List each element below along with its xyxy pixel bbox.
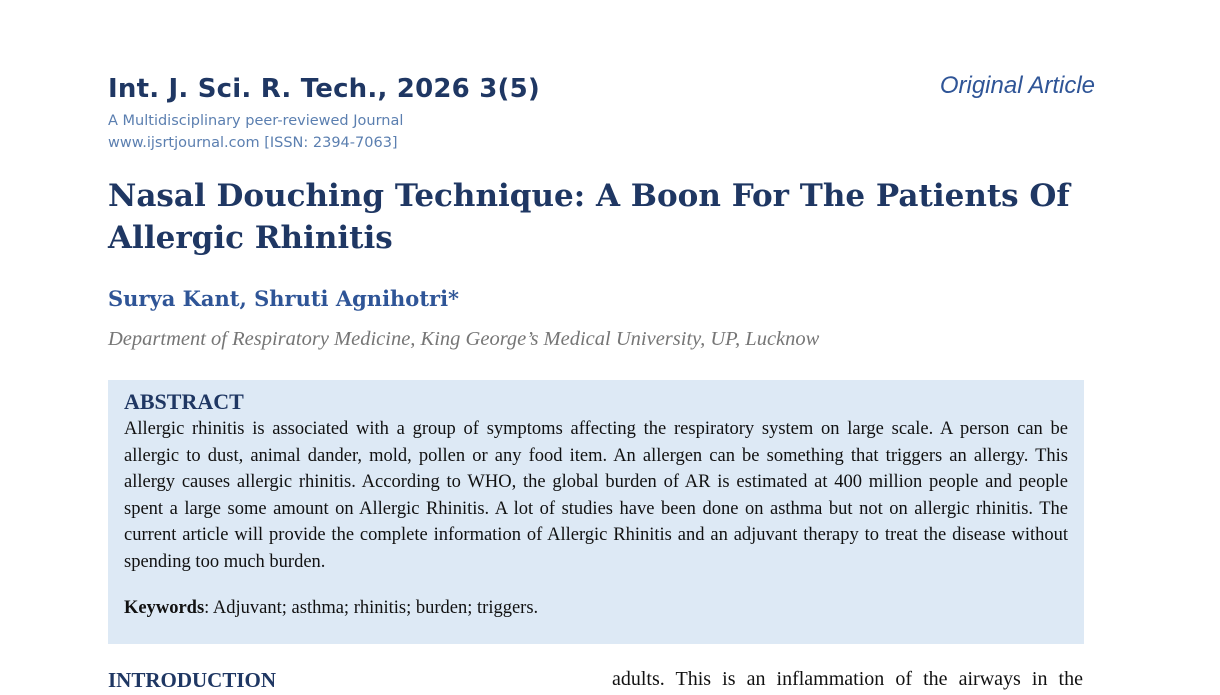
- journal-title: Int. J. Sci. R. Tech., 2026 3(5): [108, 74, 540, 104]
- abstract-box: [108, 380, 1084, 644]
- abstract-text: Allergic rhinitis is associated with a group of symptoms affecting the respiratory system on large scale. A person can be allergic to dust, animal dander, mold, pollen or any food item. An allergen can be something that triggers an allergy. This allergy causes allergic rhinitis. According to WHO, the global burden of AR is estimated at 400 million people and people spent a large some amount on Allergic Rhinitis. A lot of studies have been done on asthma but not on allergic rhinitis. The current article will provide the complete information of Allergic Rhinitis and an adjuvant therapy to treat the disease without spending too much burden.: [124, 419, 1068, 572]
- keywords-line: [124, 595, 1068, 621]
- keywords-list: : Adjuvant; asthma; rhinitis; burden; triggers.: [204, 598, 539, 618]
- keywords-label: Keywords: [124, 598, 205, 618]
- journal-subtitle: A Multidisciplinary peer-reviewed Journal: [108, 113, 404, 129]
- journal-website: www.ijsrtjournal.com [ISSN: 2394-7063]: [108, 135, 398, 151]
- article-type-label: Original Article: [939, 72, 1095, 99]
- introduction-heading: INTRODUCTION: [108, 668, 277, 692]
- abstract-heading: ABSTRACT: [124, 389, 244, 414]
- column-two-text: adults. This is an inflammation of the airways in the: [612, 668, 1083, 690]
- paper-title: Nasal Douching Technique: A Boon For The Patients Of Allergic Rhinitis: [108, 178, 1070, 256]
- author-list: Surya Kant, Shruti Agnihotri*: [108, 286, 460, 311]
- author-affiliation: Department of Respiratory Medicine, King George’s Medical University, UP, Lucknow: [108, 328, 820, 350]
